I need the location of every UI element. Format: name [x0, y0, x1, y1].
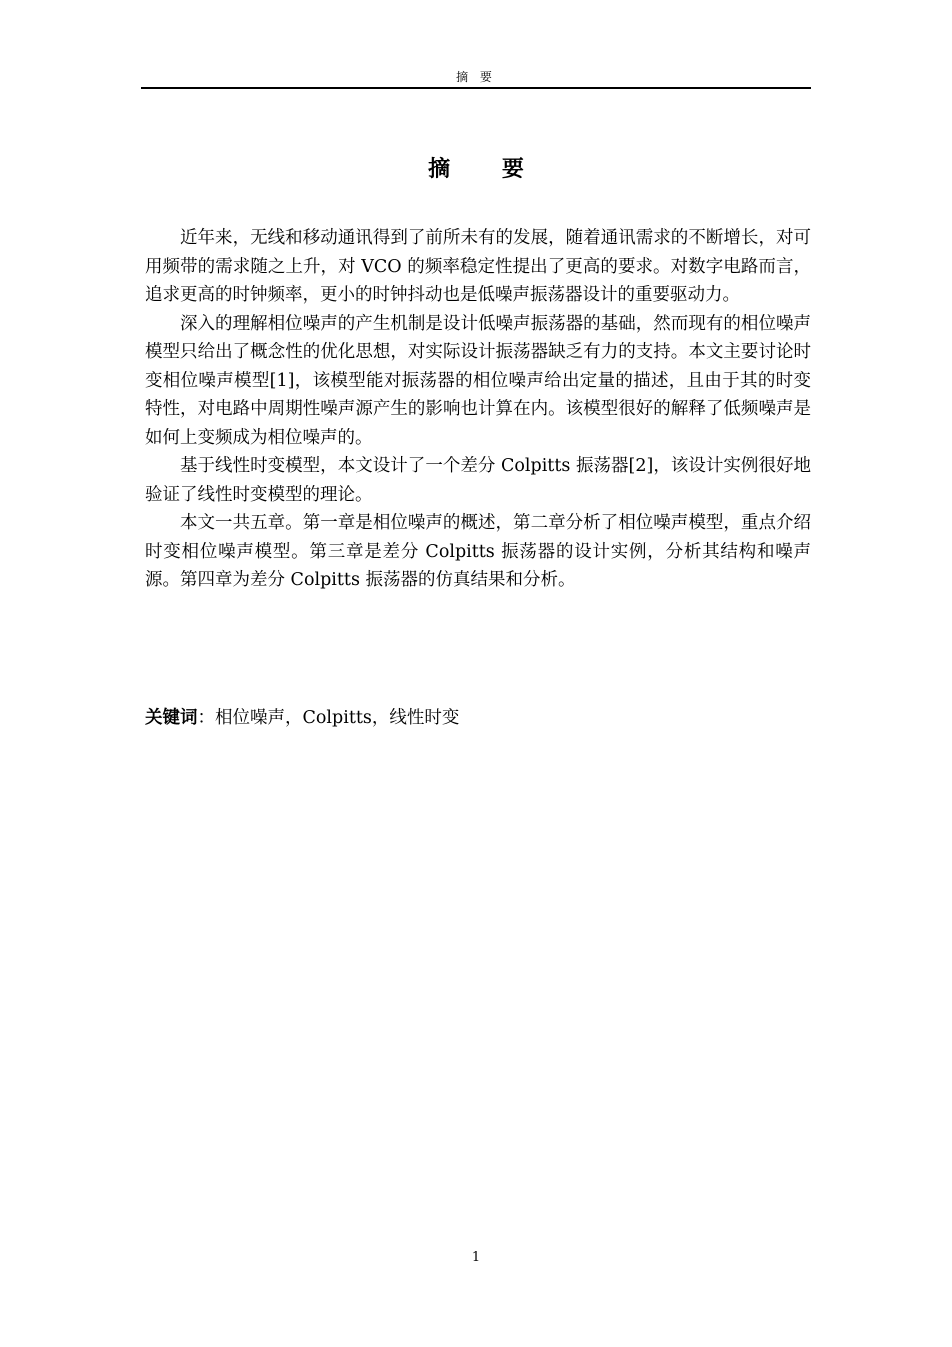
- page-title: 摘 要: [428, 157, 546, 182]
- paragraph-2: 深入的理解相位噪声的产生机制是设计低噪声振荡器的基础，然而现有的相位噪声模型只给出了概念性的优化思想，对实际设计振荡器缺乏有力的支持。本文主要讨论时变相位噪声模型[1]，该模型能对振荡器的相位噪声给出定量的描述，且由于其的时变特性，对电路中周期性噪声源产生的影响也计算在内。该模型很好的解释了低频噪声是如何上变频成为相位噪声的。: [145, 313, 811, 448]
- page-number: 1: [471, 1250, 481, 1265]
- keywords-separator: ：: [197, 708, 215, 728]
- paragraph-3: 基于线性时变模型，本文设计了一个差分 Colpitts 振荡器[2]，该设计实例很好地验证了线性时变模型的理论。: [145, 456, 811, 505]
- keywords-text: 相位噪声，Colpitts，线性时变: [215, 708, 460, 728]
- running-header: 摘 要: [456, 70, 496, 84]
- keywords-label: 关键词: [145, 708, 198, 728]
- paragraph-4: 本文一共五章。第一章是相位噪声的概述，第二章分析了相位噪声模型，重点介绍时变相位噪声模型。第三章是差分 Colpitts 振荡器的设计实例，分析其结构和噪声源。第四章为差分 Colpitts 振荡器的仿真结果和分析。: [145, 513, 811, 590]
- abstract-body: [145, 224, 811, 595]
- keywords-line: [145, 704, 811, 733]
- paragraph-1: 近年来，无线和移动通讯得到了前所未有的发展，随着通讯需求的不断增长，对可用频带的需求随之上升，对 VCO 的频率稳定性提出了更高的要求。对数字电路而言，追求更高的时钟频率，更小的时钟抖动也是低噪声振荡器设计的重要驱动力。: [145, 228, 811, 305]
- header-rule: [141, 87, 811, 89]
